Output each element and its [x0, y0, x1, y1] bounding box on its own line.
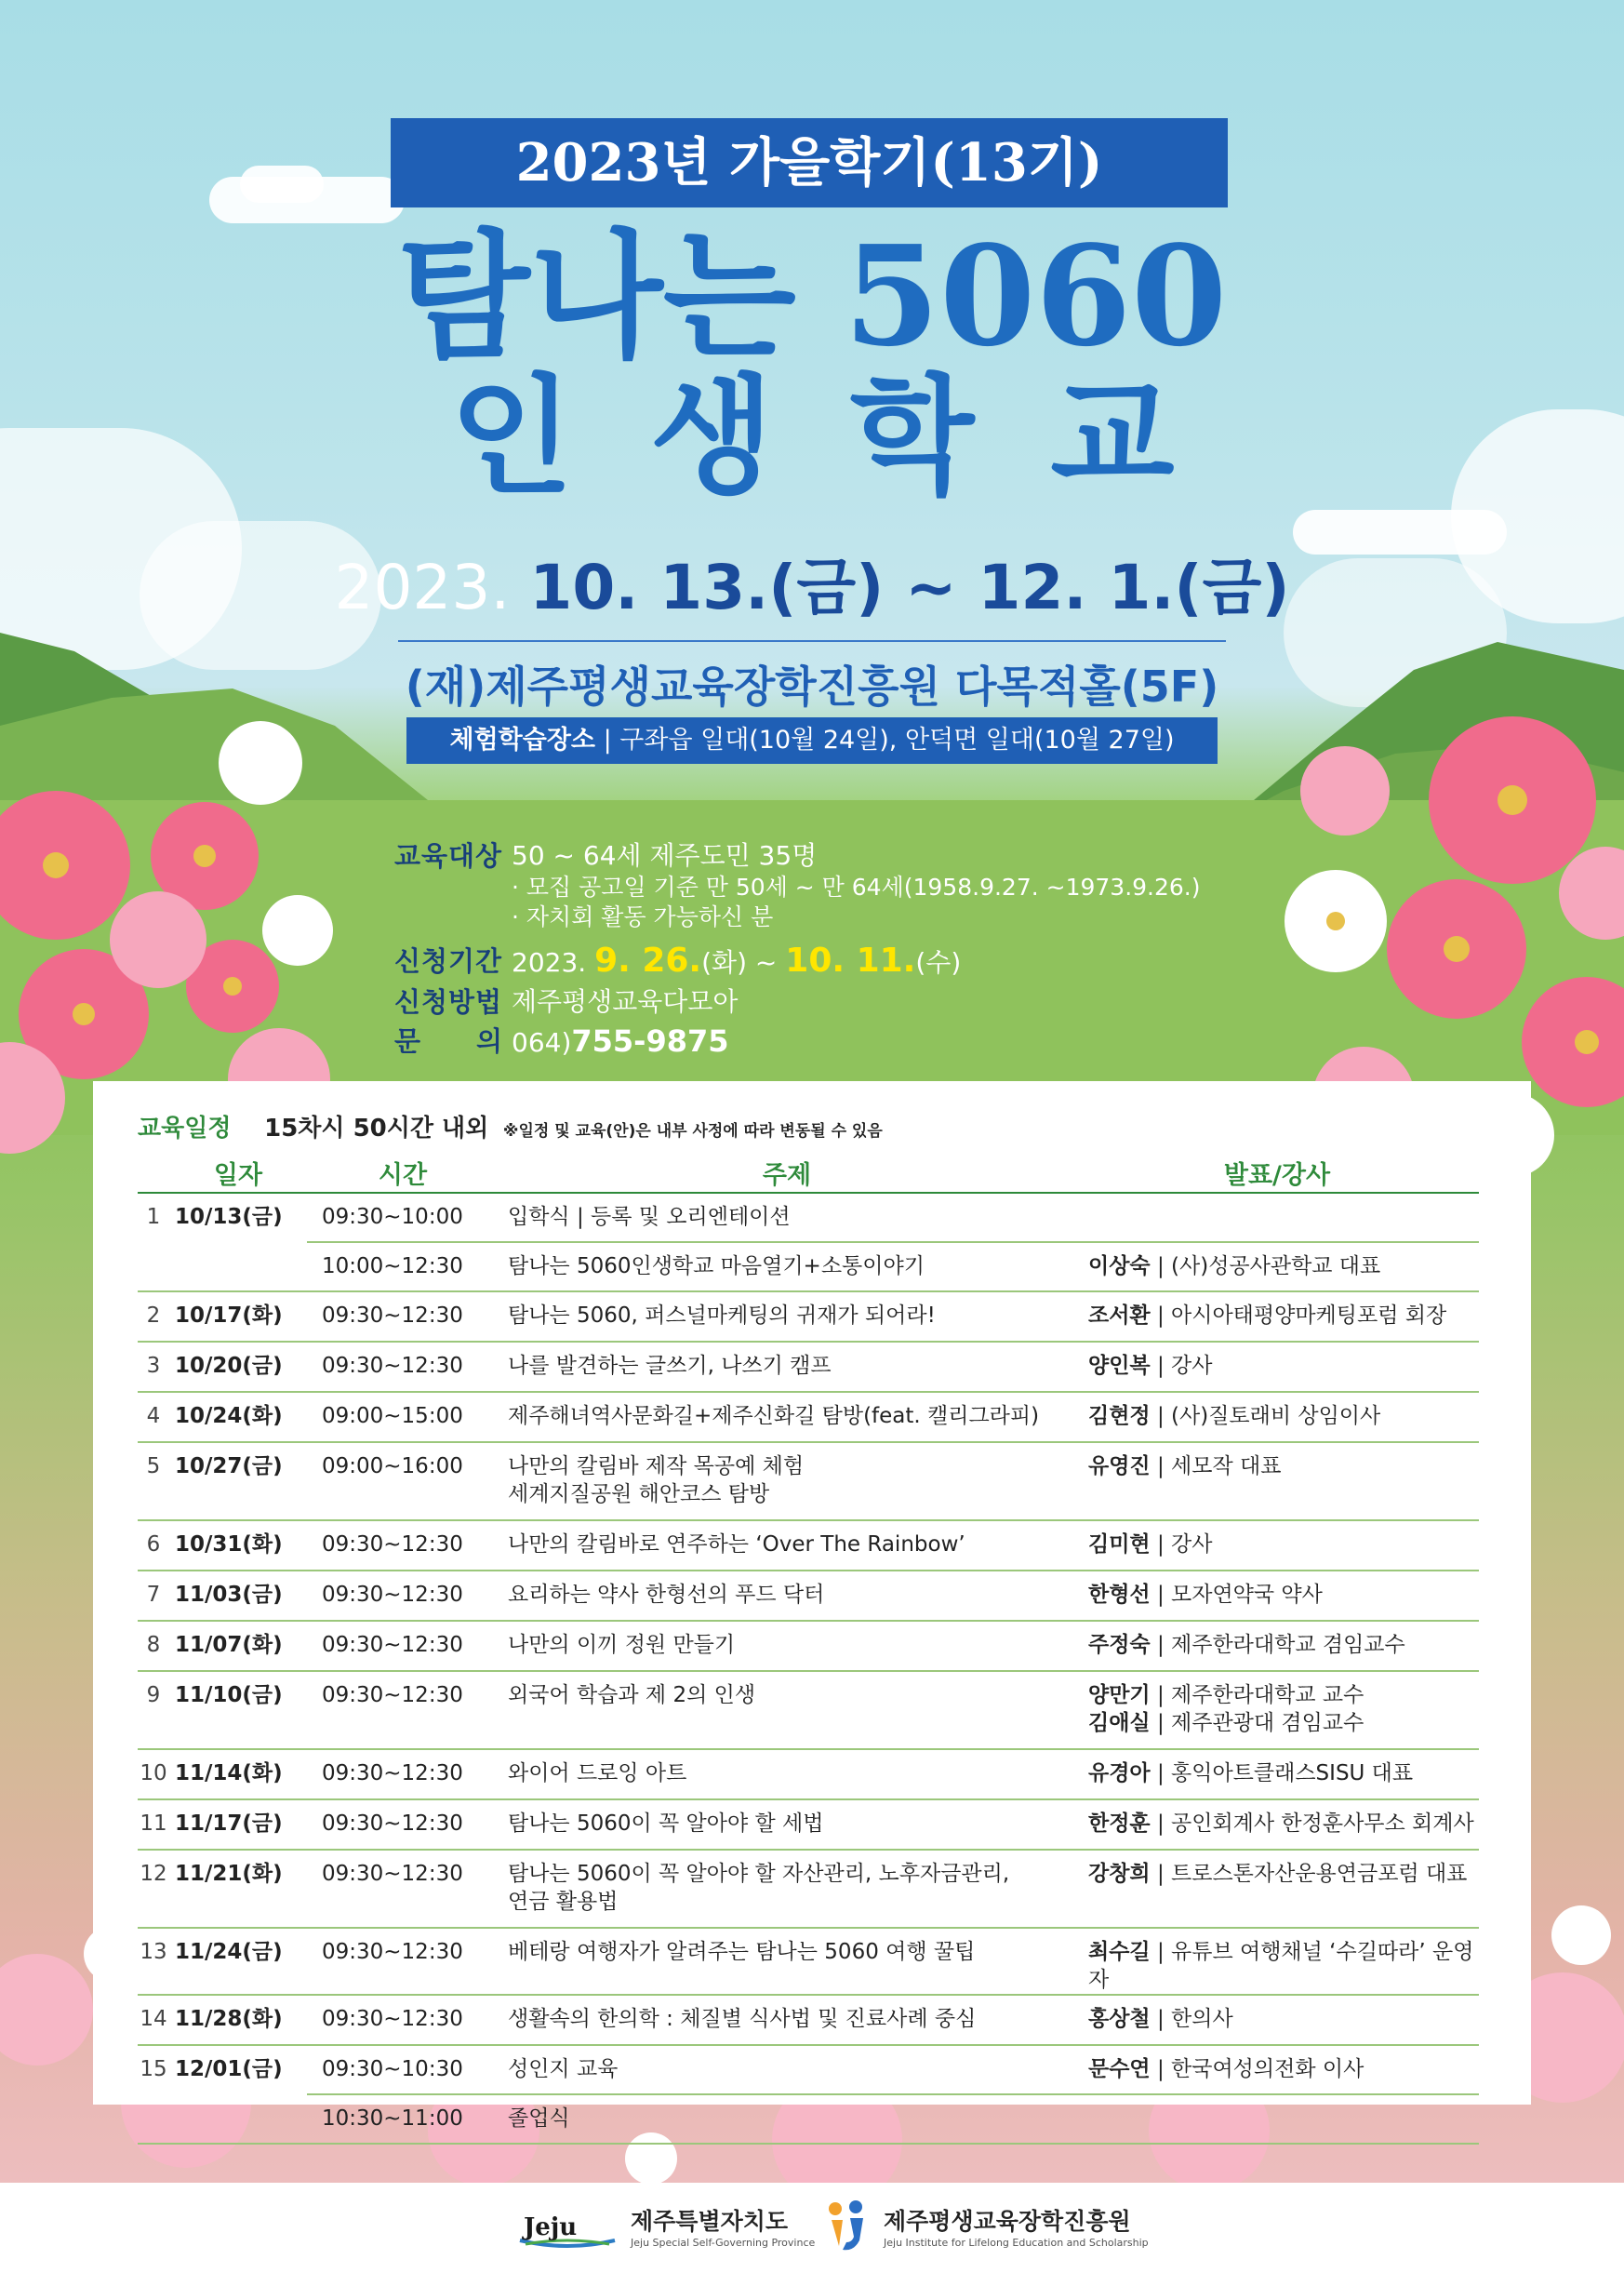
info-contact-label-2: 의: [475, 1025, 502, 1057]
info-target: [394, 839, 1324, 873]
row-number: 7: [138, 1571, 169, 1621]
jeju-logo-mark: [516, 2212, 619, 2250]
row-date: [169, 2094, 307, 2144]
row-speaker-line: [1088, 1681, 1479, 1709]
table-row: [138, 1995, 1479, 2045]
row-speaker-cell: [1075, 1850, 1479, 1928]
row-topic-line2: 세계지질공원 해안코스 탐방: [508, 1482, 770, 1506]
row-date: 11/07(화): [169, 1621, 307, 1671]
info-target-label: 교육대상: [394, 840, 503, 872]
info-block: [394, 839, 1324, 1063]
row-number: 13: [138, 1928, 169, 1995]
row-speaker-line: [1088, 1631, 1479, 1659]
row-speaker-line: [1088, 1938, 1479, 1994]
col-topic: 주제: [499, 1154, 1075, 1193]
row-date: 12/01(금): [175, 2057, 283, 2081]
row-speaker-cell: [1075, 1193, 1479, 1242]
row-date: [169, 1242, 307, 1291]
row-affiliation: | 홍익아트클래스SISU 대표: [1156, 1761, 1414, 1785]
row-topic-cell: [499, 1242, 1075, 1291]
row-speaker-line: [1088, 2005, 1479, 2033]
row-affiliation: | 한의사: [1156, 2007, 1233, 2031]
row-speaker: 양만기: [1088, 1683, 1151, 1707]
row-topic: 나를 발견하는 글쓰기, 나쓰기 캠프: [508, 1354, 832, 1378]
row-time: 09:00~15:00: [307, 1392, 499, 1442]
row-time: 10:00~12:30: [307, 1242, 499, 1291]
row-speaker-line: [1088, 1402, 1479, 1430]
divider-top: [398, 640, 1226, 642]
row-speaker-line: [1088, 1581, 1479, 1609]
row-topic: 졸업식: [508, 2106, 570, 2131]
schedule-header: [138, 1109, 883, 1143]
row-number: 9: [138, 1671, 169, 1749]
row-speaker: 한정훈: [1088, 1811, 1151, 1836]
row-topic: 제주해녀역사문화길+제주신화길 탐방(feat. 캘리그라피): [508, 1404, 1040, 1428]
row-time: 09:30~12:30: [307, 1850, 499, 1928]
row-speaker-cell: [1075, 1520, 1479, 1571]
info-period-end-day: (수): [915, 947, 962, 978]
row-speaker-line: [1088, 1531, 1479, 1558]
info-method-value: 제주평생교육다모아: [512, 986, 739, 1017]
row-speaker-cell: [1075, 1995, 1479, 2045]
row-topic-cell: [499, 1850, 1075, 1928]
row-time: 09:30~12:30: [307, 1671, 499, 1749]
row-topic: 외국어 학습과 제 2의 인생: [508, 1683, 756, 1707]
row-speaker: 홍상철: [1088, 2007, 1151, 2031]
info-target-value: 50 ~ 64세 제주도민 35명: [512, 840, 818, 871]
row-date: 11/17(금): [169, 1799, 307, 1850]
row-time: 09:30~12:30: [307, 1571, 499, 1621]
info-period-end: 10. 11.: [785, 942, 916, 980]
date-range: [279, 551, 1345, 625]
row-topic-cell: [499, 1392, 1075, 1442]
jeju-name: 제주특별자치도: [631, 2208, 789, 2235]
venue: (재)제주평생교육장학진흥원 다목적홀(5F): [405, 662, 1219, 712]
row-topic-cell: [499, 1799, 1075, 1850]
main-subtitle: 인생학교: [449, 362, 1251, 512]
table-row: [138, 1291, 1479, 1342]
row-topic: 탐나는 5060인생학교 마음열기+소통이야기: [508, 1254, 925, 1278]
table-row: [138, 1749, 1479, 1799]
row-affiliation: | 세모작 대표: [1156, 1454, 1282, 1478]
row-time: 10:30~11:00: [307, 2094, 499, 2144]
info-contact-number: 755-9875: [571, 1023, 729, 1059]
info-period: [394, 942, 1324, 983]
row-affiliation: | 제주한라대학교 교수: [1156, 1683, 1364, 1707]
row-date: 10/17(화): [169, 1291, 307, 1342]
row-speaker-line: [1088, 1810, 1479, 1838]
row-topic: 생활속의 한의학 : 체질별 식사법 및 진료사례 중심: [508, 2007, 977, 2031]
row-affiliation: | 강사: [1156, 1354, 1213, 1378]
row-speaker-cell: [1075, 1392, 1479, 1442]
field-trip-banner: [406, 717, 1218, 764]
row-topic-cell: [499, 1442, 1075, 1520]
row-number: 8: [138, 1621, 169, 1671]
row-time: 09:30~12:30: [307, 1995, 499, 2045]
table-row: [138, 1520, 1479, 1571]
row-time: 09:30~12:30: [307, 1520, 499, 1571]
schedule-panel: [93, 1081, 1531, 2131]
row-number: [138, 1242, 169, 1291]
row-topic-cell: [499, 1995, 1075, 2045]
row-date: 11/21(화): [169, 1850, 307, 1928]
row-date: 11/14(화): [169, 1749, 307, 1799]
row-speaker-cell: [1075, 1928, 1479, 1995]
row-speaker-line-2: [1088, 1709, 1479, 1737]
row-speaker-cell: [1075, 1342, 1479, 1392]
row-date: 10/27(금): [169, 1442, 307, 1520]
table-row: [138, 1571, 1479, 1621]
table-row: [138, 1850, 1479, 1928]
row-speaker: 김현정: [1088, 1404, 1151, 1428]
row-topic-cell: [499, 1671, 1075, 1749]
row-topic-cell: [499, 1291, 1075, 1342]
row-speaker: 최수길: [1088, 1940, 1151, 1964]
row-topic: 나만의 이끼 정원 만들기: [508, 1633, 736, 1657]
row-time: 09:30~12:30: [307, 1799, 499, 1850]
row-speaker-cell: [1075, 1571, 1479, 1621]
row-number: 1: [146, 1205, 161, 1229]
row-topic-cell: [499, 1928, 1075, 1995]
row-speaker-cell: [1075, 2094, 1479, 2144]
institute-name: 제주평생교육장학진흥원: [884, 2208, 1131, 2235]
info-target-note-1: · 모집 공고일 기준 만 50세 ~ 만 64세(1958.9.27. ~1973.9.26.): [512, 874, 1201, 901]
row-affiliation: | (사)성공사관학교 대표: [1156, 1254, 1381, 1278]
row-number: 2: [138, 1291, 169, 1342]
row-number: 6: [138, 1520, 169, 1571]
info-method-label: 신청방법: [394, 986, 503, 1018]
row-speaker-line: [1088, 1759, 1479, 1787]
field-trip-sep: |: [603, 726, 620, 755]
institute-name-en: Jeju Institute for Lifelong Education and Scholarship: [884, 2237, 1149, 2249]
row-time: 09:30~12:30: [307, 1749, 499, 1799]
row-speaker: 조서환: [1088, 1303, 1151, 1328]
row-topic: 성인지 교육: [508, 2057, 619, 2081]
row-speaker-line: [1088, 1252, 1479, 1280]
row-affiliation: | 모자연약국 약사: [1156, 1583, 1323, 1607]
row-speaker: 주정숙: [1088, 1633, 1151, 1657]
row-topic: 입학식 | 등록 및 오리엔테이션: [508, 1205, 791, 1229]
info-contact-value: [512, 1022, 729, 1063]
schedule-summary: 15차시 50시간 내외: [264, 1115, 489, 1143]
info-period-value: [512, 942, 961, 983]
row-number: [138, 2094, 169, 2144]
row-date: 11/03(금): [169, 1571, 307, 1621]
row-topic-cell: [499, 1342, 1075, 1392]
row-speaker: 유영진: [1088, 1454, 1151, 1478]
table-row: [138, 2045, 1479, 2094]
row-number: 5: [138, 1442, 169, 1520]
row-speaker-cell: [1075, 1749, 1479, 1799]
institute-logo: [826, 2199, 871, 2253]
row-affiliation-2: | 제주관광대 겸임교수: [1156, 1711, 1364, 1735]
row-number: 12: [138, 1850, 169, 1928]
row-speaker-line: [1088, 1302, 1479, 1330]
row-time: 09:30~10:30: [307, 2045, 499, 2094]
row-speaker-cell: [1075, 1291, 1479, 1342]
row-speaker-cell: [1075, 1799, 1479, 1850]
row-date: 11/10(금): [169, 1671, 307, 1749]
table-row: [138, 2094, 1479, 2144]
row-topic: 베테랑 여행자가 알려주는 탐나는 5060 여행 꿀팁: [508, 1940, 976, 1964]
info-period-label: 신청기간: [394, 945, 503, 977]
row-number: 14: [138, 1995, 169, 2045]
row-affiliation: | 공인회계사 한정훈사무소 회계사: [1156, 1811, 1474, 1836]
info-period-start: 9. 26.: [594, 942, 702, 980]
row-speaker-cell: [1075, 1671, 1479, 1749]
jeju-logo-text: Jeju: [524, 2213, 578, 2241]
row-time: 09:30~12:30: [307, 1342, 499, 1392]
row-time: 09:30~10:00: [307, 1193, 499, 1242]
row-topic-cell: [499, 1193, 1075, 1242]
field-trip-text: 구좌읍 일대(10월 24일), 안덕면 일대(10월 27일): [619, 726, 1175, 755]
row-speaker-cell: [1075, 1621, 1479, 1671]
row-speaker-cell: [1075, 1242, 1479, 1291]
col-speaker: 발표/강사: [1075, 1154, 1479, 1193]
schedule-body: [138, 1193, 1479, 2144]
row-topic-cell: [499, 1621, 1075, 1671]
date-span: 10. 13.(금) ~ 12. 1.(금): [529, 552, 1290, 623]
row-time: 09:30~12:30: [307, 1291, 499, 1342]
row-date: 11/28(화): [169, 1995, 307, 2045]
table-row: [138, 1342, 1479, 1392]
table-row: [138, 1193, 1479, 1242]
schedule-note: ※일정 및 교육(안)은 내부 사정에 따라 변동될 수 있음: [502, 1122, 883, 1141]
row-affiliation: | 제주한라대학교 겸임교수: [1156, 1633, 1405, 1657]
row-affiliation: | 유튜브 여행채널 ‘수길따라’ 운영자: [1088, 1940, 1474, 1992]
row-topic-line2: 연금 활용법: [508, 1890, 619, 1914]
jeju-logo: [516, 2212, 619, 2250]
row-topic-cell: [499, 1749, 1075, 1799]
row-topic-cell: [499, 1520, 1075, 1571]
footer: [0, 2183, 1624, 2286]
row-speaker-cell: [1075, 1442, 1479, 1520]
date-year: 2023.: [334, 552, 511, 623]
table-row: [138, 1799, 1479, 1850]
row-topic: 탐나는 5060, 퍼스널마케팅의 귀재가 되어라!: [508, 1303, 936, 1328]
row-speaker: 유경아: [1088, 1761, 1151, 1785]
table-row: [138, 1442, 1479, 1520]
institute-logo-mark: [826, 2199, 871, 2253]
row-affiliation: | 강사: [1156, 1532, 1213, 1557]
row-number: 10: [138, 1749, 169, 1799]
row-date: 10/24(화): [169, 1392, 307, 1442]
jeju-name-en: Jeju Special Self-Governing Province: [631, 2237, 816, 2249]
info-contact: [394, 1022, 1324, 1063]
row-topic-cell: [499, 1571, 1075, 1621]
col-date: 일자: [169, 1154, 307, 1193]
row-topic: 탐나는 5060이 꼭 알아야 할 자산관리, 노후자금관리,: [508, 1862, 1010, 1886]
col-time: 시간: [307, 1154, 499, 1193]
row-affiliation: | 아시아태평양마케팅포럼 회장: [1156, 1303, 1447, 1328]
row-speaker: 문수연: [1088, 2057, 1151, 2081]
schedule-table: [138, 1154, 1479, 2145]
row-topic: 요리하는 약사 한형선의 푸드 닥터: [508, 1583, 825, 1607]
row-affiliation: | (사)질토래비 상임이사: [1156, 1404, 1381, 1428]
row-affiliation: | 트로스톤자산운용연금포럼 대표: [1156, 1862, 1468, 1886]
row-number: 11: [138, 1799, 169, 1850]
info-period-year: 2023.: [512, 947, 587, 978]
row-time: 09:30~12:30: [307, 1621, 499, 1671]
row-time: 09:00~16:00: [307, 1442, 499, 1520]
row-topic: 나만의 칼림바로 연주하는 ‘Over The Rainbow’: [508, 1532, 965, 1557]
row-speaker: 강창희: [1088, 1862, 1151, 1886]
info-method: [394, 983, 1324, 1022]
table-row: [138, 1621, 1479, 1671]
row-date: 11/24(금): [169, 1928, 307, 1995]
row-speaker: 김미현: [1088, 1532, 1151, 1557]
row-topic-cell: [499, 2045, 1075, 2094]
table-row: [138, 1671, 1479, 1749]
row-speaker-line: [1088, 1452, 1479, 1480]
field-trip-label: 체험학습장소: [449, 726, 595, 755]
row-speaker-line: [1088, 1860, 1479, 1888]
row-date: 10/13(금): [175, 1205, 283, 1229]
row-time: 09:30~12:30: [307, 1928, 499, 1995]
row-speaker: 양인복: [1088, 1354, 1151, 1378]
row-speaker-line: [1088, 1352, 1479, 1380]
schedule-label: 교육일정: [138, 1115, 232, 1143]
info-contact-prefix: 064): [512, 1027, 572, 1058]
row-topic: 나만의 칼림바 제작 목공예 체험: [508, 1454, 805, 1478]
info-target-note-2: · 자치회 활동 가능하신 분: [512, 903, 774, 930]
col-num: [138, 1154, 169, 1193]
row-number: 3: [138, 1342, 169, 1392]
table-row: [138, 1242, 1479, 1291]
info-contact-label: [394, 1022, 502, 1063]
row-topic: 와이어 드로잉 아트: [508, 1761, 687, 1785]
cloud-left-top: [240, 166, 324, 203]
row-date: 10/20(금): [169, 1342, 307, 1392]
row-speaker-2: 김애실: [1088, 1711, 1151, 1735]
table-header-row: [138, 1154, 1479, 1193]
info-contact-label-1: 문: [394, 1025, 421, 1057]
info-period-start-day: (화) ~: [701, 947, 778, 978]
row-topic-cell: [499, 2094, 1075, 2144]
row-topic: 탐나는 5060이 꼭 알아야 할 세법: [508, 1811, 824, 1836]
season-banner: 2023년 가을학기(13기): [391, 118, 1228, 207]
row-speaker-line: [1088, 2055, 1479, 2083]
row-speaker-cell: [1075, 2045, 1479, 2094]
row-affiliation: | 한국여성의전화 이사: [1156, 2057, 1364, 2081]
main-title: 탐나는 5060: [396, 215, 1228, 377]
row-speaker: 한형선: [1088, 1583, 1151, 1607]
row-speaker: 이상숙: [1088, 1254, 1151, 1278]
row-number: 4: [138, 1392, 169, 1442]
row-number: 15: [140, 2057, 167, 2081]
row-date: 10/31(화): [169, 1520, 307, 1571]
table-row: [138, 1928, 1479, 1995]
table-row: [138, 1392, 1479, 1442]
